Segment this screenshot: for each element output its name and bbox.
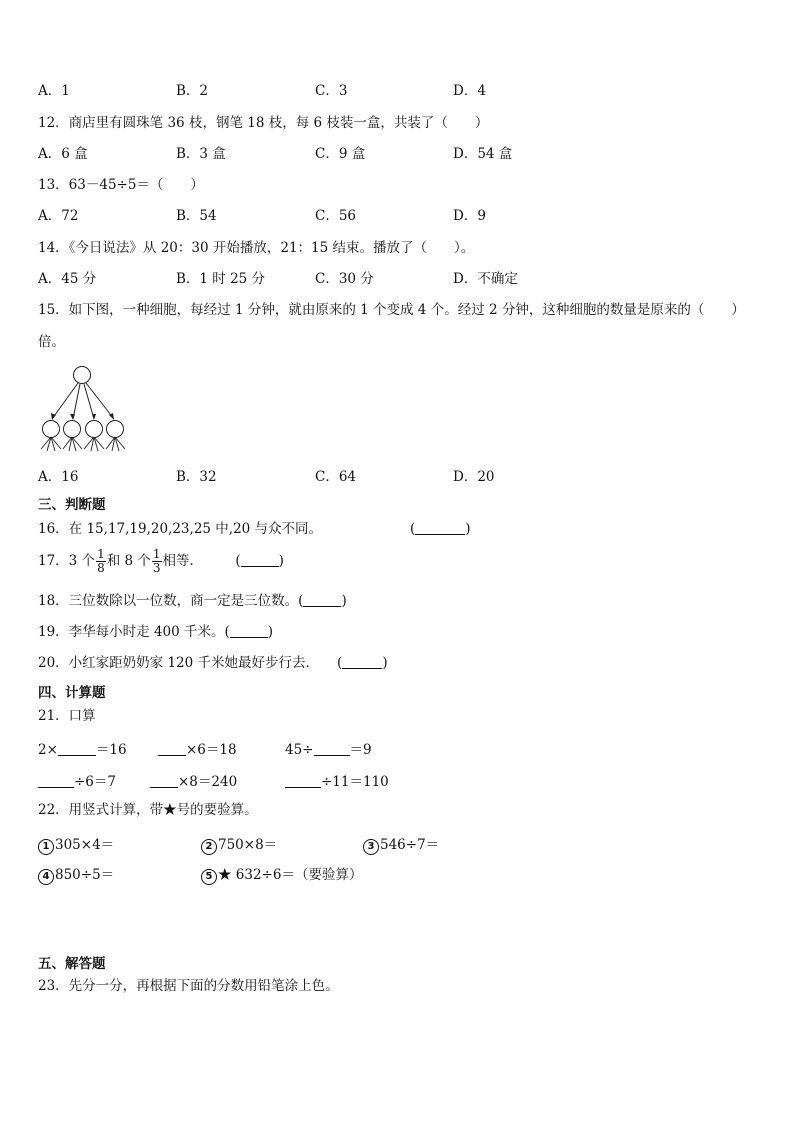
q17-fraction-1 <box>96 548 106 575</box>
q14-option-b[interactable]: B．1 时 25 分 <box>176 271 266 287</box>
q20-answer-blank[interactable] <box>337 655 388 671</box>
q15-option-b[interactable]: B．32 <box>176 469 217 485</box>
q20-text <box>38 654 388 672</box>
q20-paren-close: ) <box>382 655 388 671</box>
q21-item-5-blank[interactable] <box>150 773 178 788</box>
q21-item-1-pre: 2× <box>38 742 58 758</box>
q17-paren-open: ( <box>235 553 241 569</box>
q21-item-4-blank[interactable] <box>38 773 74 788</box>
q23-text: 23．先分一分，再根据下面的分数用铅笔涂上色。 <box>38 978 339 994</box>
q19-answer-blank[interactable] <box>230 623 268 638</box>
child-cell-4 <box>107 421 124 438</box>
q13-option-b[interactable]: B．54 <box>176 208 217 224</box>
q14-option-d[interactable]: D．不确定 <box>453 271 518 287</box>
q22-item-2-expr: 750×8＝ <box>218 837 278 853</box>
q21-item-4 <box>38 770 116 790</box>
q18-paren-close: ) <box>341 593 347 609</box>
q15-option-d[interactable]: D．20 <box>453 469 495 485</box>
q11-option-b[interactable]: B．2 <box>176 83 209 99</box>
q11-option-a[interactable]: A．1 <box>38 83 70 99</box>
circled-number-3: 3 <box>363 839 379 855</box>
q17-fraction-1-denominator: 8 <box>97 561 105 575</box>
q12-option-c[interactable]: C．9 盒 <box>315 146 366 162</box>
circled-number-5: 5 <box>201 869 217 885</box>
q19-question: 19．李华每小时走 400 千米。( <box>38 624 230 640</box>
q18-question: 18．三位数除以一位数，商一定是三位数。( <box>38 593 304 609</box>
child-cell-2 <box>64 421 81 438</box>
q20-blank-line <box>342 654 382 669</box>
q12-text: 12．商店里有圆珠笔 36 枝，钢笔 18 枝，每 6 枝装一盒，共装了（ ） <box>38 115 489 131</box>
q20-paren-open: ( <box>337 655 343 671</box>
q21-item-2-blank[interactable] <box>158 741 186 756</box>
parent-cell <box>74 367 91 384</box>
q18-text <box>38 592 347 610</box>
q17-fraction-2-numerator: 1 <box>152 547 161 561</box>
q22-row-1 <box>38 833 738 853</box>
q17-prefix: 17．3 个 <box>38 553 96 569</box>
q22-item-4 <box>38 863 114 885</box>
q21-item-3-post: ＝9 <box>349 742 372 758</box>
q22-item-5-expr: ★ 632÷6＝（要验算） <box>218 867 363 883</box>
q16-paren-close: ) <box>465 521 471 537</box>
q12-option-d[interactable]: D．54 盒 <box>453 146 513 162</box>
q21-item-4-post: ÷6＝7 <box>74 774 116 790</box>
child-cell-3 <box>86 421 103 438</box>
section-3-title: 三、判断题 <box>38 497 106 513</box>
q20-question: 20．小红家距奶奶家 120 千米她最好步行去． <box>38 655 320 671</box>
q22-item-4-expr: 850÷5＝ <box>55 867 115 883</box>
next-division-lines <box>41 437 125 451</box>
q21-item-2 <box>158 738 237 758</box>
q17-text <box>38 547 284 575</box>
cell-division-diagram <box>38 364 138 456</box>
q22-item-1 <box>38 833 114 855</box>
q17-fraction-2-denominator: 3 <box>152 561 161 575</box>
q21-item-3-blank[interactable] <box>314 741 350 756</box>
q17-mid: 和 8 个 <box>106 553 151 569</box>
child-cell-1 <box>43 421 60 438</box>
q19-paren-close: ) <box>267 624 274 640</box>
q15-option-a[interactable]: A．16 <box>38 469 79 485</box>
q13-option-d[interactable]: D．9 <box>453 208 486 224</box>
q16-blank-line <box>415 520 465 535</box>
q21-item-5-post: ×8＝240 <box>178 774 238 790</box>
circled-number-2: 2 <box>201 839 217 855</box>
division-arrows <box>52 383 114 419</box>
q17-answer-blank[interactable] <box>235 553 284 569</box>
q11-option-c[interactable]: C．3 <box>315 83 348 99</box>
q22-title: 22．用竖式计算，带★号的要验算。 <box>38 802 258 818</box>
q21-item-6 <box>285 770 389 790</box>
q22-item-3 <box>363 833 439 855</box>
q13-text: 13．63－45÷5＝（ ） <box>38 177 204 193</box>
arrow-heads <box>51 413 114 420</box>
q21-item-6-post: ÷11＝110 <box>321 774 389 790</box>
q16-paren-open: ( <box>410 521 416 537</box>
q12-option-b[interactable]: B．3 盒 <box>176 146 226 162</box>
q21-item-1-blank[interactable] <box>58 741 96 756</box>
q14-text: 14．《今日说法》从 20：30 开始播放，21：15 结束。播放了（ ）。 <box>38 240 475 256</box>
q15-text-continued: 倍。 <box>38 334 65 350</box>
q22-item-2 <box>201 833 277 855</box>
q17-fraction-2 <box>152 548 162 575</box>
q11-option-d[interactable]: D．4 <box>453 83 486 99</box>
q21-item-2-post: ×6＝18 <box>186 742 237 758</box>
q22-item-3-expr: 546÷7＝ <box>380 837 440 853</box>
q21-item-1-post: ＝16 <box>95 742 127 758</box>
q14-option-a[interactable]: A．45 分 <box>38 271 97 287</box>
q19-text <box>38 623 273 641</box>
q17-fraction-1-numerator: 1 <box>97 547 105 561</box>
q21-item-1 <box>38 738 127 758</box>
q22-row-2 <box>38 863 738 883</box>
q21-title: 21．口算 <box>38 708 96 724</box>
q17-blank-line <box>241 552 279 567</box>
q21-item-5 <box>150 770 237 790</box>
q13-option-a[interactable]: A．72 <box>38 208 79 224</box>
q16-text: 16．在 15,17,19,20,23,25 中,20 与众不同。 <box>38 521 323 537</box>
q21-item-3-pre: 45÷ <box>285 742 314 758</box>
circled-number-4: 4 <box>38 869 54 885</box>
q12-option-a[interactable]: A．6 盒 <box>38 146 88 162</box>
q15-option-c[interactable]: C．64 <box>315 469 357 485</box>
q22-item-5 <box>201 863 362 885</box>
q21-item-3 <box>285 738 372 758</box>
section-5-title: 五、解答题 <box>38 956 106 972</box>
q22-item-1-expr: 305×4＝ <box>55 837 115 853</box>
q15-text: 15．如下图，一种细胞，每经过 1 分钟，就由原来的 1 个变成 4 个。经过 2 分钟，这种细胞的数量是原来的（ ） <box>38 302 745 318</box>
q21-row-1 <box>38 738 738 758</box>
q18-answer-blank[interactable] <box>303 592 341 607</box>
q21-row-2 <box>38 770 738 790</box>
section-4-title: 四、计算题 <box>38 685 106 701</box>
circled-number-1: 1 <box>38 839 54 855</box>
q14-option-c[interactable]: C．30 分 <box>315 271 374 287</box>
q17-paren-close: ) <box>278 553 284 569</box>
q16-answer-blank[interactable] <box>410 520 471 538</box>
q17-suffix: 相等． <box>162 553 204 569</box>
q13-option-c[interactable]: C．56 <box>315 208 357 224</box>
q21-item-6-blank[interactable] <box>285 773 321 788</box>
